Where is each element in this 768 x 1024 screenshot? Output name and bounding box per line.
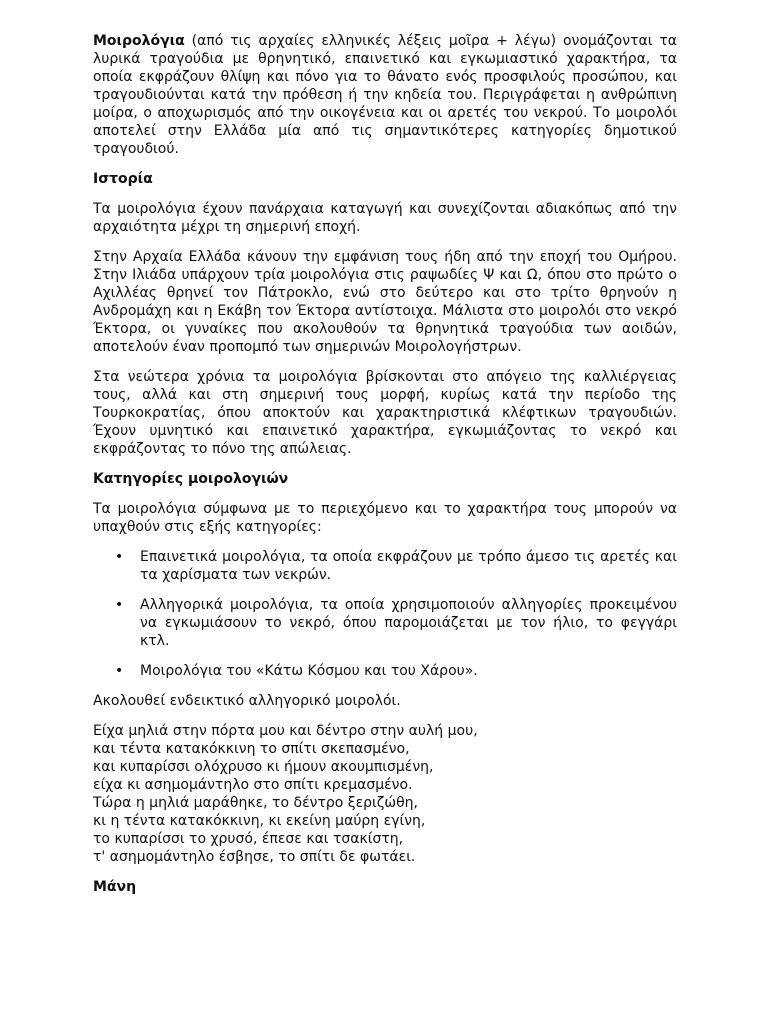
history-paragraph-2: Στην Αρχαία Ελλάδα κάνουν την εμφάνιση τους ήδη από την εποχή του Ομήρου. Στην Ιλιάδα υπάρχουν τρία μοιρολόγια στις ραψωδίες Ψ και Ω, όπου στο πρώτο ο Αχιλλέας θρηνεί τον Πάτροκλο, ενώ στο δεύτερο και στο τρίτο θρηνούν η Ανδρομάχη και η Εκάβη τον Έκτορα αντίστοιχα. Μάλιστα στο μοιρολόι στο νεκρό Έκτορα, οι γυναίκες που ακολουθούν τα θρηνητικά τραγούδια των αοιδών, αποτελούν έναν προπομπό των σημερινών Μοιρολογήστρων. (93, 249, 677, 355)
poem-intro: Ακολουθεί ενδεικτικό αλληγορικό μοιρολόι. (93, 693, 401, 709)
categories-intro: Τα μοιρολόγια σύμφωνα με το περιεχόμενο και το χαρακτήρα τους μπορούν να υπαχθούν στις εξής κατηγορίες: (93, 501, 677, 535)
poem-line: Τώρα η μηλιά μαράθηκε, το δέντρο ξεριζώθη, (93, 795, 419, 811)
history-paragraph-3: Στα νεώτερα χρόνια τα μοιρολόγια βρίσκονται στο απόγειο της καλλιέργειας τους, αλλά και στη σημερινή τους μορφή, κυρίως κατά την περίοδο της Τουρκοκρατίας, όπου αποκτούν και χαρακτηριστικά κλέφτικων τραγουδιών. Έχουν υμνητικό και επαινετικό χαρακτήρα, εγκωμιάζοντας το νεκρό και εκφράζοντας το πόνο της απώλειας. (93, 369, 677, 457)
poem-line: και τέντα κατακόκκινη το σπίτι σκεπασμένο, (93, 741, 410, 757)
poem-line: είχα κι ασημομάντηλο στο σπίτι κρεμασμένο. (93, 777, 413, 793)
bullet-marker: • (115, 663, 124, 679)
bullet-marker: • (115, 549, 124, 565)
list-item (93, 596, 677, 650)
list-item-text: Μοιρολόγια του «Κάτω Κόσμου και του Χάρου». (140, 663, 478, 679)
intro-paragraph (93, 32, 677, 158)
poem-line: Είχα μηλιά στην πόρτα μου και δέντρο στην αυλή μου, (93, 723, 478, 739)
intro-text: (από τις αρχαίες ελληνικές λέξεις μοῖρα + λέγω) ονομάζονται τα λυρικά τραγούδια με θρηνητικό, επαινετικό και εγκωμιαστικό χαρακτήρα, τα οποία εκφράζουν θλίψη και πόνο για το θάνατο ενός προσφιλούς προσώπου, και τραγουδιούνται κατά την πρόθεση ή την κηδεία του. Περιγράφεται η ανθρώπινη μοίρα, ο αποχωρισμός από την οικογένεια και οι αρετές του νεκρού. Το μοιρολόι αποτελεί στην Ελλάδα μία από τις σημαντικότερες κατηγορίες δημοτικού τραγουδιού. (93, 33, 677, 157)
poem-line: κι η τέντα κατακόκκινη, κι εκείνη μαύρη εγίνη, (93, 813, 426, 829)
list-item (93, 662, 677, 680)
list-item-text: Επαινετικά μοιρολόγια, τα οποία εκφράζουν με τρόπο άμεσο τις αρετές και τα χαρίσματα των νεκρών. (140, 549, 677, 583)
poem-line: και κυπαρίσσι ολόχρυσο κι ήμουν ακουμπισμένη, (93, 759, 434, 775)
poem-block (93, 722, 677, 866)
categories-list (93, 548, 677, 680)
poem-line: τ' ασημομάντηλο έσβησε, το σπίτι δε φωτάει. (93, 849, 416, 865)
intro-term: Μοιρολόγια (93, 33, 185, 49)
poem-line: το κυπαρίσσι το χρυσό, έπεσε και τσακίστη, (93, 831, 404, 847)
history-heading: Ιστορία (93, 171, 153, 187)
categories-heading: Κατηγορίες μοιρολογιών (93, 471, 289, 487)
history-paragraph-1: Τα μοιρολόγια έχουν πανάρχαια καταγωγή και συνεχίζονται αδιακόπως από την αρχαιότητα μέχρι τη σημερινή εποχή. (93, 201, 677, 235)
list-item-text: Αλληγορικά μοιρολόγια, τα οποία χρησιμοποιούν αλληγορίες προκειμένου να εγκωμιάσουν το νεκρό, όπου παρομοιάζεται με τον ήλιο, το φεγγάρι κτλ. (140, 597, 677, 649)
mani-heading: Μάνη (93, 879, 137, 895)
article-body (93, 32, 677, 908)
bullet-marker: • (115, 597, 124, 613)
list-item (93, 548, 677, 584)
